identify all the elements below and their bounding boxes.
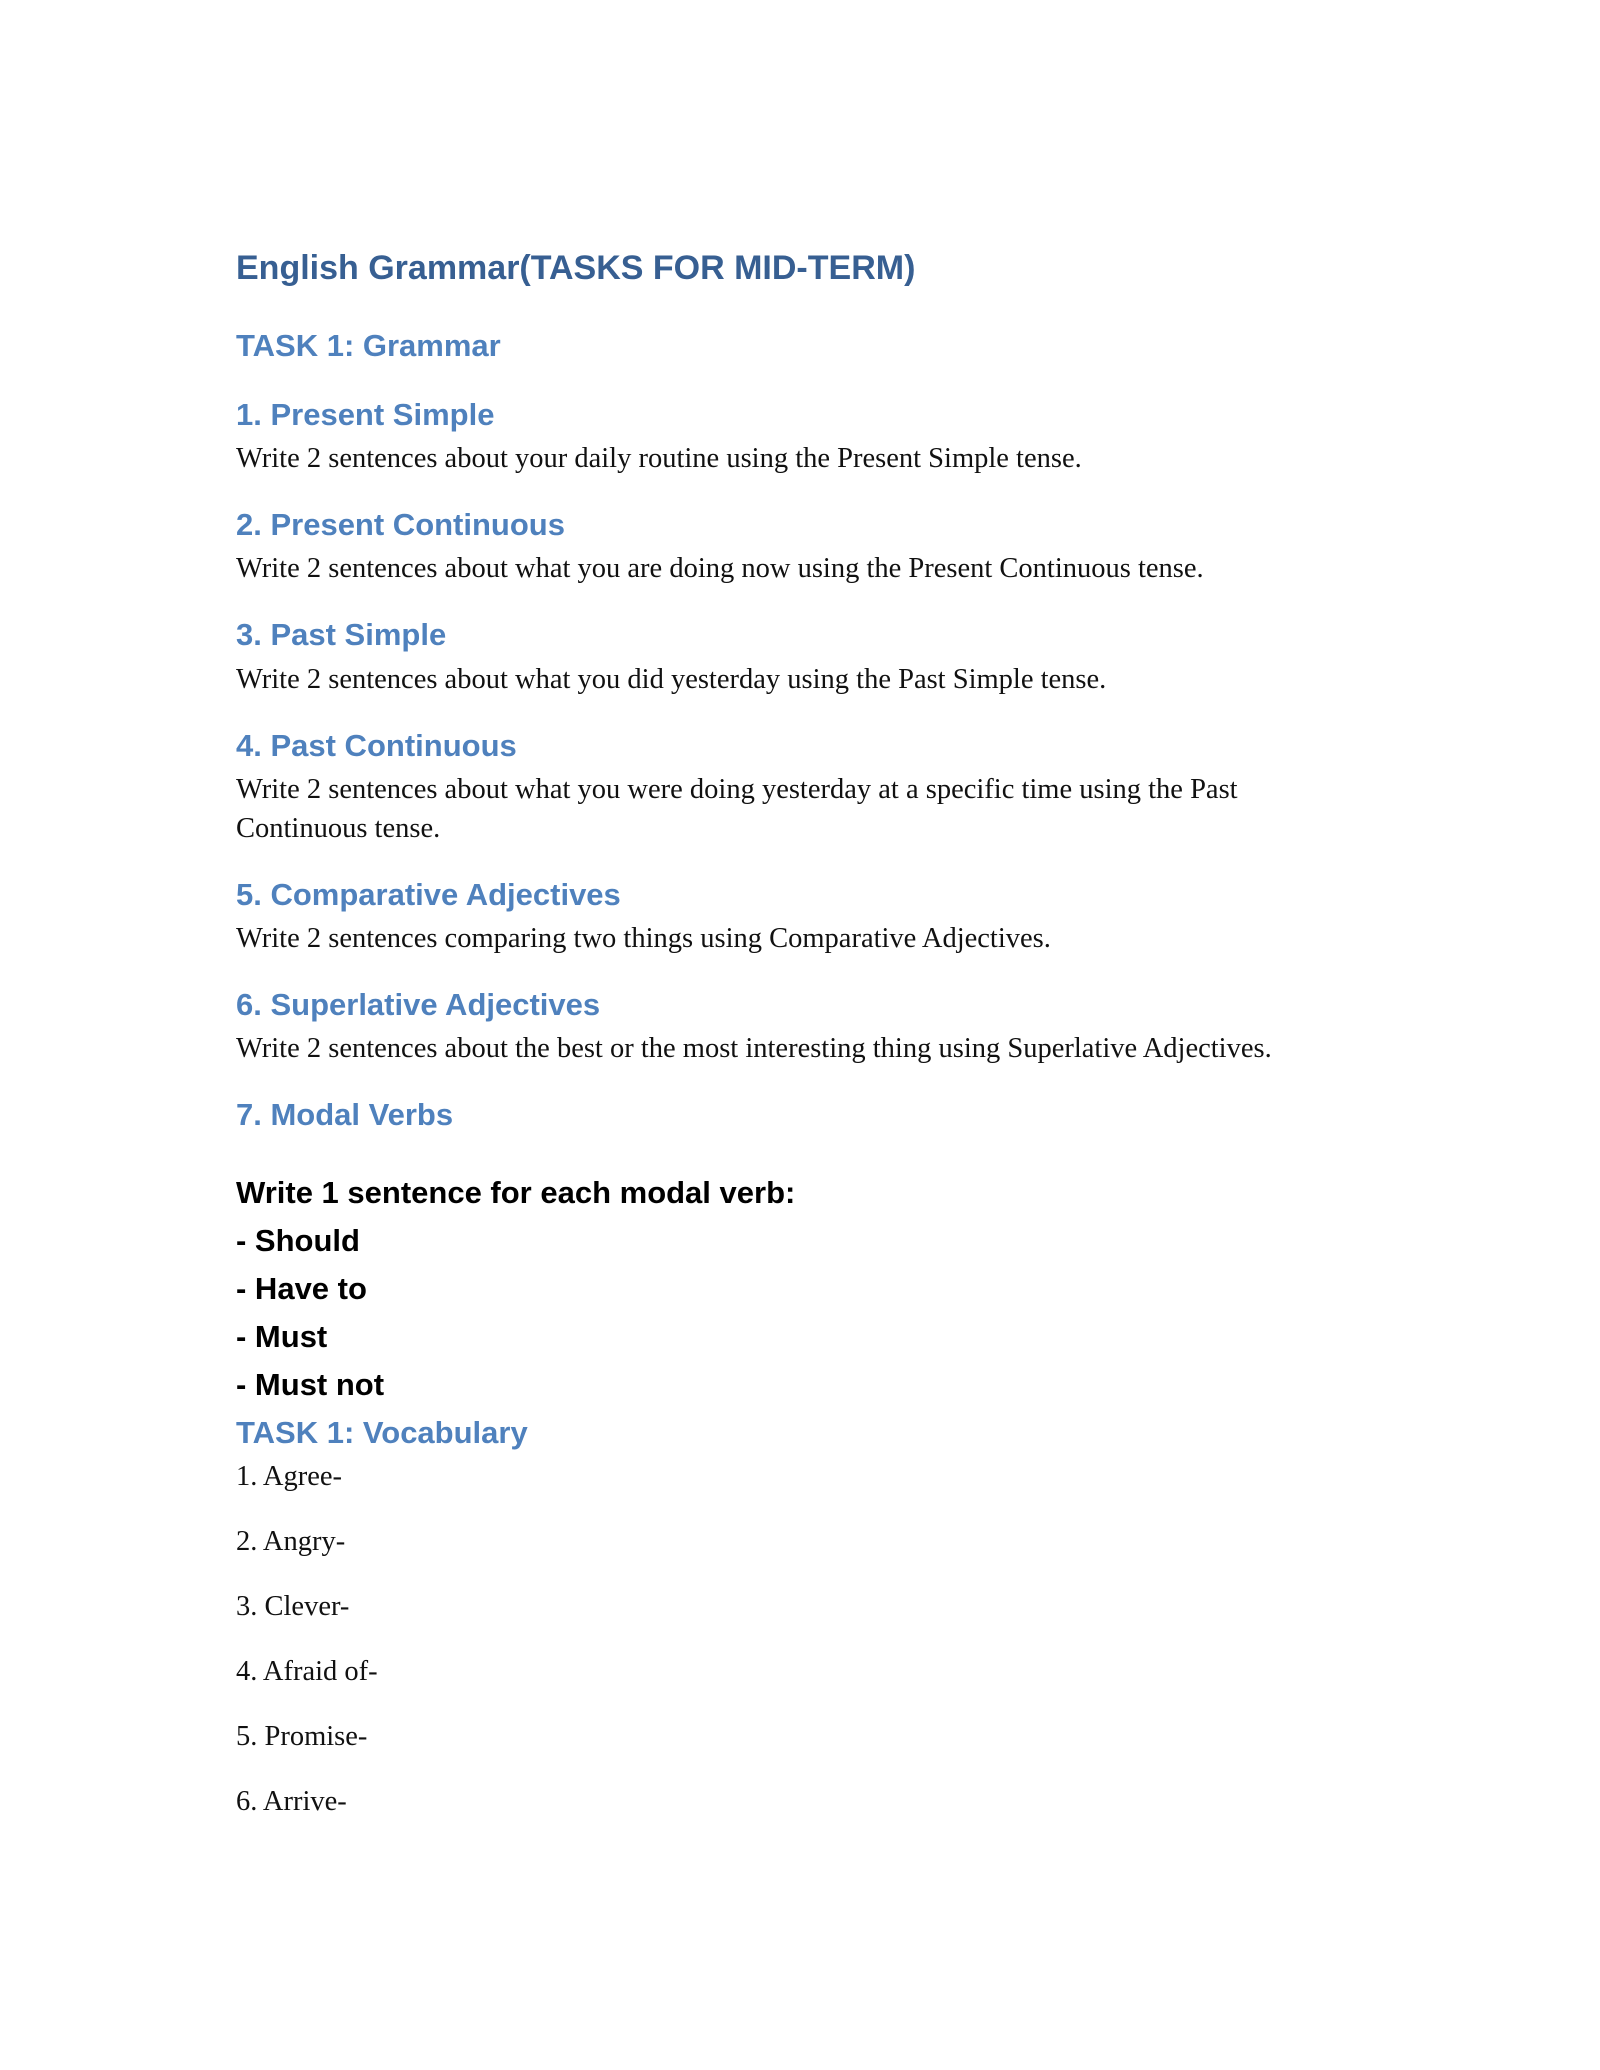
section-heading: 2. Present Continuous [236, 507, 565, 543]
section-instruction: Write 2 sentences comparing two things using Comparative Adjectives. [236, 922, 1051, 954]
section-modal-verbs [236, 1096, 1376, 1409]
section-past-continuous [236, 727, 1376, 848]
section-instruction: Write 2 sentences about what you did yesterday using the Past Simple tense. [236, 663, 1107, 695]
section-heading: 6. Superlative Adjectives [236, 986, 601, 1022]
section-instruction: Write 2 sentences about what you were doing yesterday at a specific time using the Past Continuous tense. [236, 773, 1238, 844]
vocabulary-task-heading: TASK 1: Vocabulary [236, 1415, 528, 1451]
section-heading: 4. Past Continuous [236, 727, 517, 763]
modal-verb-list [236, 1169, 1376, 1409]
vocabulary-item: 4. Afraid of- [236, 1656, 378, 1688]
section-instruction: Write 2 sentences about what you are doing now using the Present Continuous tense. [236, 553, 1204, 585]
section-heading: 1. Present Simple [236, 396, 495, 432]
section-heading: 3. Past Simple [236, 617, 447, 653]
section-superlative-adjectives [236, 986, 1376, 1068]
section-instruction: Write 2 sentences about your daily routine using the Present Simple tense. [236, 443, 1082, 475]
vocabulary-item: 3. Clever- [236, 1591, 350, 1623]
modal-verb-item: - Should [236, 1223, 360, 1259]
vocabulary-item: 1. Agree- [236, 1461, 343, 1493]
vocabulary-item: 2. Angry- [236, 1526, 346, 1558]
section-present-simple [236, 396, 1376, 478]
section-present-continuous [236, 506, 1376, 588]
vocabulary-item: 6. Arrive- [236, 1786, 347, 1818]
modal-verb-item: - Must [236, 1319, 328, 1355]
section-heading: 5. Comparative Adjectives [236, 876, 621, 912]
document-body [236, 248, 1376, 1847]
section-comparative-adjectives [236, 876, 1376, 958]
modal-instruction: Write 1 sentence for each modal verb: [236, 1175, 796, 1211]
document-title: English Grammar(TASKS FOR MID-TERM) [236, 249, 916, 287]
grammar-task-heading: TASK 1: Grammar [236, 327, 501, 363]
vocabulary-item: 5. Promise- [236, 1721, 368, 1753]
vocabulary-list [236, 1457, 1376, 1821]
section-heading: 7. Modal Verbs [236, 1097, 454, 1133]
modal-verb-item: - Must not [236, 1367, 385, 1403]
section-past-simple [236, 616, 1376, 698]
modal-verb-item: - Have to [236, 1271, 367, 1307]
section-instruction: Write 2 sentences about the best or the most interesting thing using Superlative Adjectives. [236, 1033, 1272, 1065]
